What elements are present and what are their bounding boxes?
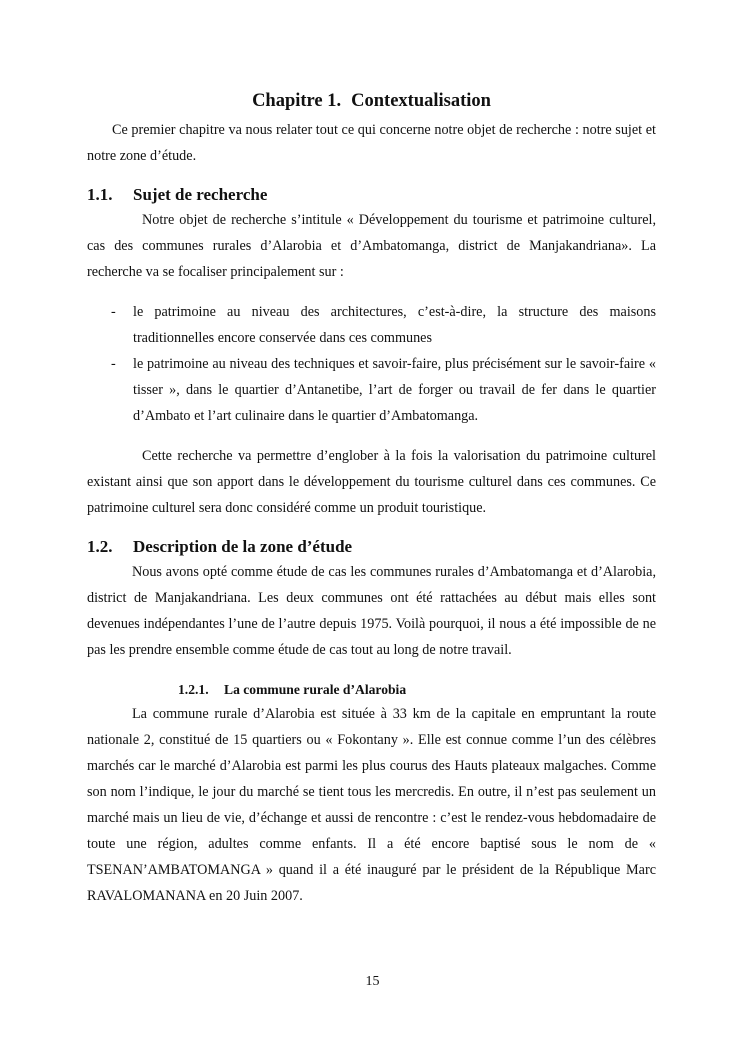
intro-paragraph: Ce premier chapitre va nous relater tout ce qui concerne notre objet de recherche : notre sujet et notre zone d’étude.: [87, 122, 656, 164]
section-number: 1.2.: [87, 537, 113, 556]
section-1-1-paragraph-1: Notre objet de recherche s’intitule « Développement du tourisme et patrimoine culturel, cas des communes rurales d’Alarobia et d’Ambatomanga, district de Manjakandriana». La recherche va se focaliser principalement sur :: [87, 212, 656, 280]
list-item: [87, 299, 656, 351]
section-heading-1-2: [87, 535, 656, 559]
section-number: 1.1.: [87, 185, 113, 204]
section-1-1-paragraph-2: Cette recherche va permettre d’englober à la fois la valorisation du patrimoine culturel existant ainsi que son apport dans le développement du tourisme culturel dans ces communes. Ce patrimoine culturel sera donc considéré comme un produit touristique.: [87, 448, 656, 516]
section-1-2-1-paragraph-1: La commune rurale d’Alarobia est située à 33 km de la capitale en empruntant la route nationale 2, constitué de 15 quartiers ou « Fokontany ». Elle est connue comme l’un des célèbres marchés car le marché d’Alarobia est parmi les plus courus des Hauts plateaux malgaches. Comme son nom l’indique, le jour du marché se tient tous les mercredis. En outre, il n’est pas seulement un marché mais un lieu de vie, d’échange et aussi de rencontre : c’est le rendez-vous hebdomadaire de toute une région, adultes comme enfants. Il a été encore baptisé sous le nom de « TSENAN’AMBATOMANGA » quand il a été inauguré par le président de la République Marc RAVALOMANANA en 20 Juin 2007.: [87, 706, 656, 904]
document-page: [87, 89, 656, 909]
bullet-list: [87, 299, 656, 429]
section-heading-1-1: [87, 183, 656, 207]
page-number: 15: [365, 974, 380, 989]
subsection-heading-1-2-1: [178, 679, 656, 701]
chapter-number: Chapitre 1.: [252, 91, 342, 111]
section-title: Sujet de recherche: [133, 185, 268, 204]
bullet-marker: -: [111, 304, 116, 320]
section-1-2-paragraph-1: Nous avons opté comme étude de cas les communes rurales d’Ambatomanga et d’Alarobia, district de Manjakandriana. Les deux communes ont été rattachées au début mais elles sont devenues indépendantes l’une de l’autre depuis 1975. Voilà pourquoi, il nous a été impossible de ne pas les prendre ensemble comme étude de cas tout au long de notre travail.: [87, 564, 656, 658]
list-item-text: le patrimoine au niveau des architectures, c’est-à-dire, la structure des maisons traditionnelles encore conservée dans ces communes: [133, 304, 656, 346]
chapter-title: [87, 89, 656, 113]
bullet-marker: -: [111, 356, 116, 372]
subsection-number: 1.2.1.: [178, 682, 209, 697]
list-item-text: le patrimoine au niveau des techniques et savoir-faire, plus précisément sur le savoir-faire « tisser », dans le quartier d’Antanetibe, l’art de forger ou travail de fer dans le quartier d’Ambato et l’art culinaire dans le quartier d’Ambatomanga.: [133, 356, 656, 424]
section-title: Description de la zone d’étude: [133, 537, 353, 556]
subsection-title: La commune rurale d’Alarobia: [224, 682, 407, 697]
list-item: [87, 351, 656, 429]
chapter-title-text: Contextualisation: [351, 91, 491, 111]
